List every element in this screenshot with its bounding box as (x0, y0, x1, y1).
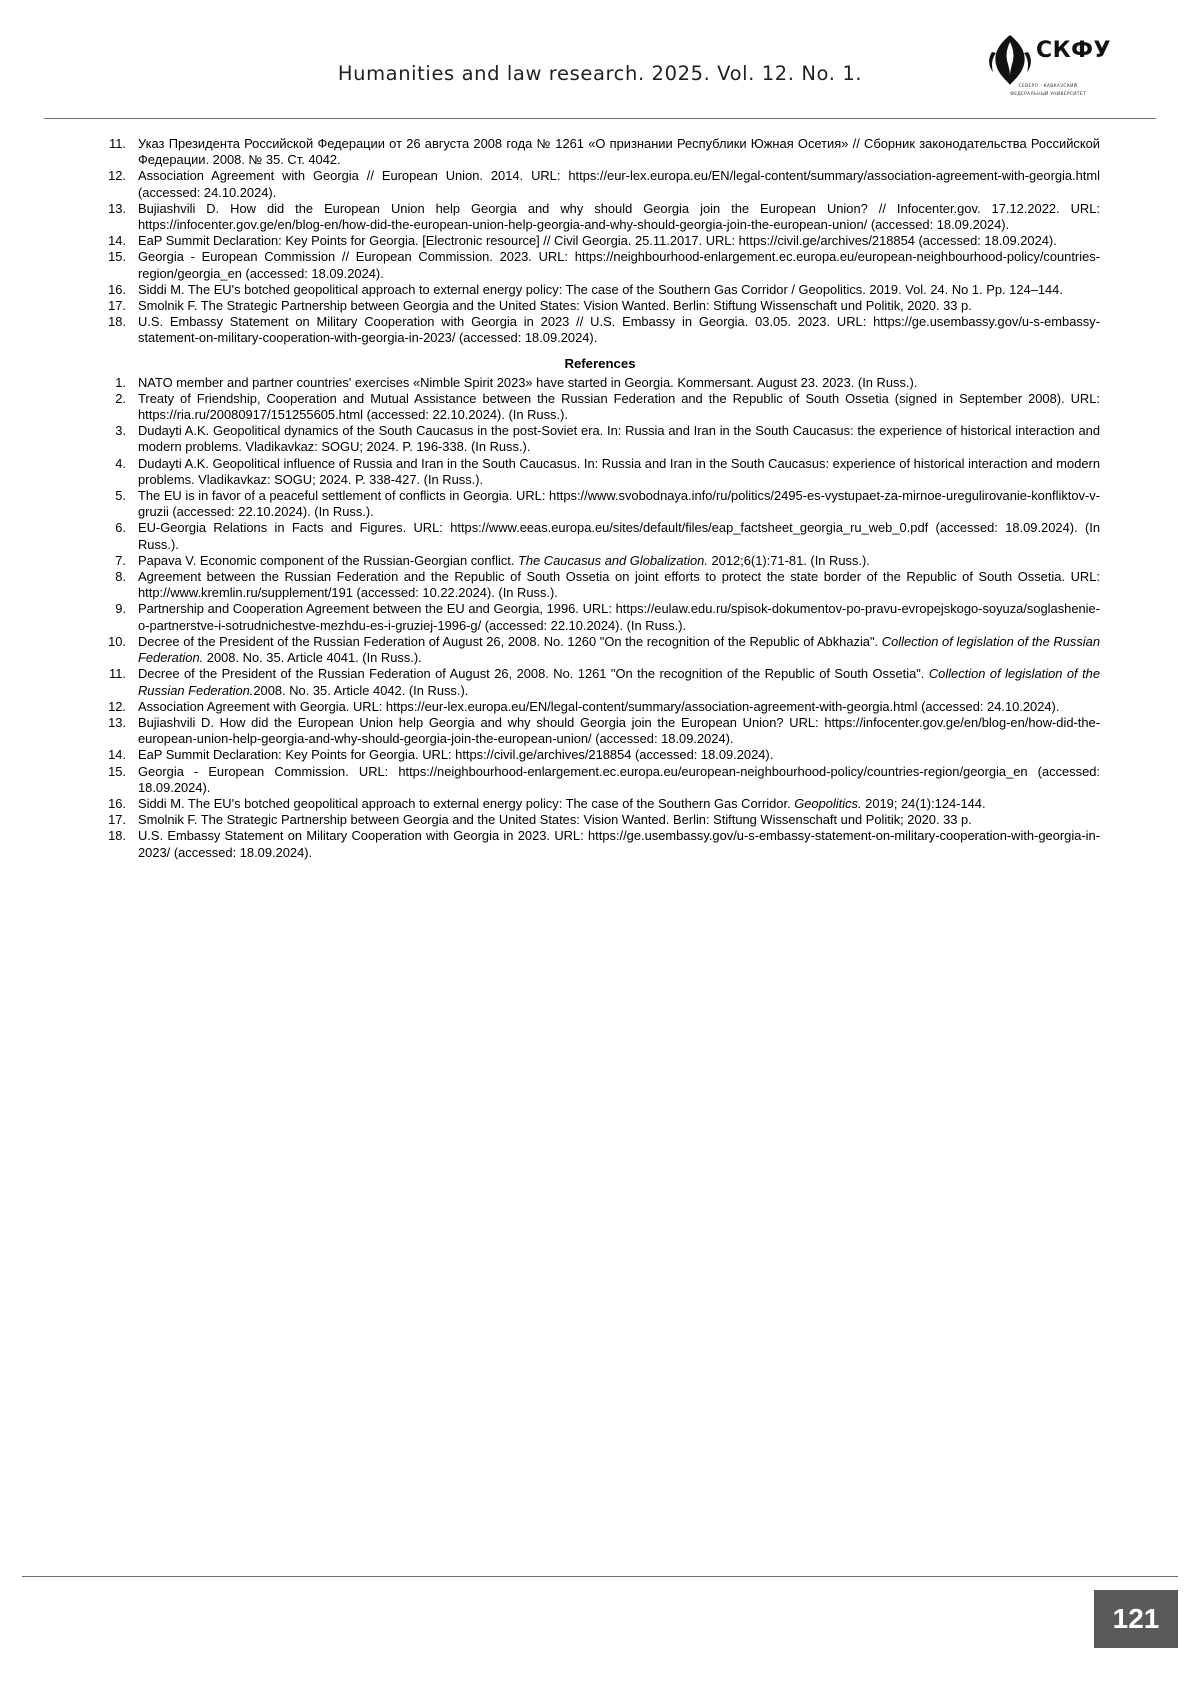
running-title: Humanities and law research. 2025. Vol. 12. No. 1. (337, 62, 863, 85)
bird-emblem-icon (984, 32, 1036, 86)
list-item-text: U.S. Embassy Statement on Military Cooperation with Georgia in 2023 // U.S. Embassy in Georgia. 03.05. 2023. URL: https://ge.usembassy.gov/u-s-embassy-statement-on-military-cooperation-with-georgia-in-2023/ (accessed: 18.09.2024). (138, 314, 1100, 346)
references-heading: References (564, 355, 636, 371)
list-item-italic-title: Collection of legislation of the Russian Federation. (138, 666, 1100, 698)
list-item (100, 456, 1100, 488)
list-item-number: 16. (108, 795, 126, 811)
list-item (100, 828, 1100, 860)
list-item-number: 14. (108, 747, 126, 763)
list-item (100, 715, 1100, 747)
bibliography-list (100, 136, 1100, 347)
list-item-text: Decree of the President of the Russian Federation of August 26, 2008. No. 1261 "On the recognition of the Republic of South Ossetia". Collection of legislation of the Russian Federation.2008. No. 35. Article 4042. (In Russ.). (138, 666, 1100, 698)
list-item (100, 136, 1100, 168)
list-item (100, 569, 1100, 601)
list-item-text: Smolnik F. The Strategic Partnership between Georgia and the United States: Vision Wanted. Berlin: Stiftung Wissenschaft und Politik; 2020. 33 p. (138, 812, 972, 828)
list-item-text: Siddi M. The EU's botched geopolitical approach to external energy policy: The case of the Southern Gas Corridor. Geopolitics. 2019; 24(1):124-144. (138, 795, 986, 811)
list-item-number: 11. (109, 666, 126, 682)
list-item-number: 1. (115, 374, 126, 390)
list-item (100, 666, 1100, 698)
list-item (100, 282, 1100, 298)
list-item (100, 520, 1100, 552)
list-item-text: Smolnik F. The Strategic Partnership between Georgia and the United States: Vision Wanted. Berlin: Stiftung Wissenschaft und Politik, 2020. 33 p. (138, 298, 972, 314)
list-item-italic-title: The Caucasus and Globalization. (518, 552, 708, 568)
list-item (100, 699, 1100, 715)
list-item-number: 15. (108, 763, 126, 779)
list-item-number: 2. (115, 390, 126, 406)
page-content (100, 136, 1100, 861)
page-number-badge: 121 (1094, 1590, 1178, 1648)
logo-abbreviation: СКФУ (1036, 38, 1111, 63)
list-item-number: 3. (115, 423, 126, 439)
footer-divider (22, 1576, 1178, 1577)
list-item-text: NATO member and partner countries' exercises «Nimble Spirit 2023» have started in Georgia. Kommersant. August 23. 2023. (In Russ.). (138, 374, 918, 390)
list-item-number: 14. (108, 233, 126, 249)
list-item (100, 391, 1100, 423)
list-item (100, 764, 1100, 796)
list-item-text: Bujiashvili D. How did the European Union help Georgia and why should Georgia join the European Union? URL: https://infocenter.gov.ge/en/blog-en/how-did-the-european-union-help-georgia-and-why-should-georgia-join-the-european-union/ (accessed: 18.09.2024). (138, 714, 1100, 747)
list-item (100, 298, 1100, 314)
list-item-text: EaP Summit Declaration: Key Points for Georgia. URL: https://civil.ge/archives/218854 (accessed: 18.09.2024). (138, 747, 774, 763)
list-item (100, 553, 1100, 569)
list-item-text: Bujiashvili D. How did the European Union help Georgia and why should Georgia join the European Union? // Infocenter.gov. 17.12.2022. URL: https://infocenter.gov.ge/en/blog-en/how-did-the-european-union-help-georgia-and-why-should-georgia-join-the-european-union/ (accessed: 18.09.2024). (138, 200, 1100, 233)
list-item-text: Georgia - European Commission // European Commission. 2023. URL: https://neighbourhood-enlargement.ec.europa.eu/european-neighbourhood-policy/countries-region/georgia_en (accessed: 18.09.2024). (138, 249, 1100, 281)
list-item-text: Papava V. Economic component of the Russian-Georgian conflict. The Caucasus and Globalization. 2012;6(1):71-81. (In Russ.). (138, 552, 870, 568)
list-item (100, 314, 1100, 346)
list-item (100, 201, 1100, 233)
list-item-text: Agreement between the Russian Federation and the Republic of South Ossetia on joint efforts to protect the state border of the Republic of South Ossetia. URL: http://www.kremlin.ru/supplement/191 (accessed: 10.22.2024). (In Russ.). (138, 569, 1100, 601)
logo-subtitle-line2: ФЕДЕРАЛЬНЫЙ УНИВЕРСИТЕТ (1010, 92, 1086, 97)
list-item (100, 168, 1100, 200)
list-item-text: Dudayti A.K. Geopolitical dynamics of the South Caucasus in the post-Soviet era. In: Russia and Iran in the South Caucasus: the experience of historical interaction and modern problems. Vladikavkaz: SOGU; 2024. P. 196-338. (In Russ.). (138, 423, 1100, 455)
list-item-number: 18. (108, 314, 126, 330)
list-item-number: 16. (108, 281, 126, 297)
list-item (100, 423, 1100, 455)
list-item (100, 812, 1100, 828)
list-item-number: 17. (108, 812, 126, 828)
list-item-italic-title: Collection of legislation of the Russian Federation. (138, 633, 1100, 666)
list-item-number: 15. (108, 249, 126, 265)
list-item-number: 8. (115, 569, 126, 585)
list-item-number: 7. (115, 552, 126, 568)
list-item-number: 4. (115, 455, 126, 471)
list-item-text: Georgia - European Commission. URL: https://neighbourhood-enlargement.ec.europa.eu/european-neighbourhood-policy/countries-region/georgia_en (accessed: 18.09.2024). (138, 763, 1100, 795)
list-item-number: 13. (108, 200, 126, 216)
list-item-number: 17. (108, 298, 126, 314)
list-item-number: 6. (115, 520, 126, 536)
list-item-text: U.S. Embassy Statement on Military Cooperation with Georgia in 2023. URL: https://ge.usembassy.gov/u-s-embassy-statement-on-military-cooperation-with-georgia-in-2023/ (accessed: 18.09.2024). (138, 828, 1100, 860)
list-item-number: 11. (109, 136, 126, 151)
list-item-number: 12. (108, 698, 126, 714)
list-item-text: Association Agreement with Georgia. URL: https://eur-lex.europa.eu/EN/legal-content/summary/association-agreement-with-georgia.html (accessed: 24.10.2024). (138, 698, 1060, 714)
list-item (100, 375, 1100, 391)
list-item-text: EU-Georgia Relations in Facts and Figures. URL: https://www.eeas.europa.eu/sites/default/files/eap_factsheet_georgia_ru_web_0.pdf (accessed: 18.09.2024). (In Russ.). (138, 520, 1100, 552)
list-item-number: 12. (108, 168, 126, 184)
list-item (100, 796, 1100, 812)
list-item-number: 13. (108, 714, 126, 730)
list-item (100, 233, 1100, 249)
list-item-text: Treaty of Friendship, Cooperation and Mutual Assistance between the Russian Federation and the Republic of South Ossetia (signed in September 2008). URL: https://ria.ru/20080917/151255605.html (accessed: 22.10.2024). (In Russ.). (138, 390, 1100, 423)
header-divider (44, 118, 1156, 119)
university-logo (984, 32, 1112, 110)
list-item-text: Dudayti A.K. Geopolitical influence of Russia and Iran in the South Caucasus. In: Russia and Iran in the South Caucasus: experience of historical interaction and modern problems. Vladikavkaz: SOGU; 2024. P. 338-427. (In Russ.). (138, 455, 1100, 487)
list-item-number: 18. (108, 828, 126, 844)
list-item-text: EaP Summit Declaration: Key Points for Georgia. [Electronic resource] // Civil Georgia. 25.11.2017. URL: https://civil.ge/archives/218854 (accessed: 18.09.2024). (138, 233, 1057, 249)
list-item-text: Partnership and Cooperation Agreement between the EU and Georgia, 1996. URL: https://eulaw.edu.ru/spisok-dokumentov-po-pravu-evropejskogo-soyuza/soglashenie-o-partnerstve-i-sotrudnichestve-mezhdu-es-i-gruziej-1996-g/ (accessed: 22.10.2024). (In Russ.). (138, 601, 1100, 633)
list-item (100, 249, 1100, 281)
list-item-number: 9. (115, 601, 126, 617)
list-item-text: Указ Президента Российской Федерации от 26 августа 2008 года № 1261 «О признании Республики Южная Осетия» // Сборник законодательства Российской Федерации. 2008. № 35. Ст. 4042. (138, 136, 1100, 168)
list-item-text: The EU is in favor of a peaceful settlement of conflicts in Georgia. URL: https://www.svobodnaya.info/ru/politics/2495-es-vystupaet-za-mirnoe-uregulirovanie-konfliktov-v-gruzii (accessed: 22.10.2024). (In Russ.). (138, 488, 1100, 520)
list-item-italic-title: Geopolitics. (794, 795, 862, 811)
list-item (100, 488, 1100, 520)
list-item (100, 601, 1100, 633)
list-item (100, 747, 1100, 763)
list-item-text: Association Agreement with Georgia // European Union. 2014. URL: https://eur-lex.europa.eu/EN/legal-content/summary/association-agreement-with-georgia.html (accessed: 24.10.2024). (138, 168, 1100, 200)
logo-subtitle-line1: СЕВЕРО - КАВКАЗСКИЙ (1018, 84, 1078, 89)
list-item (100, 634, 1100, 666)
list-item-text: Decree of the President of the Russian Federation of August 26, 2008. No. 1260 "On the recognition of the Republic of Abkhazia". Collection of legislation of the Russian Federation. 2008. No. 35. Article 4041. (In Russ.). (138, 633, 1100, 666)
references-list (100, 375, 1100, 861)
page-header (22, 0, 1178, 120)
list-item-number: 5. (115, 488, 126, 504)
list-item-text: Siddi M. The EU's botched geopolitical approach to external energy policy: The case of the Southern Gas Corridor / Geopolitics. 2019. Vol. 24. No 1. Pp. 124–144. (138, 281, 1063, 297)
list-item-number: 10. (108, 633, 126, 649)
